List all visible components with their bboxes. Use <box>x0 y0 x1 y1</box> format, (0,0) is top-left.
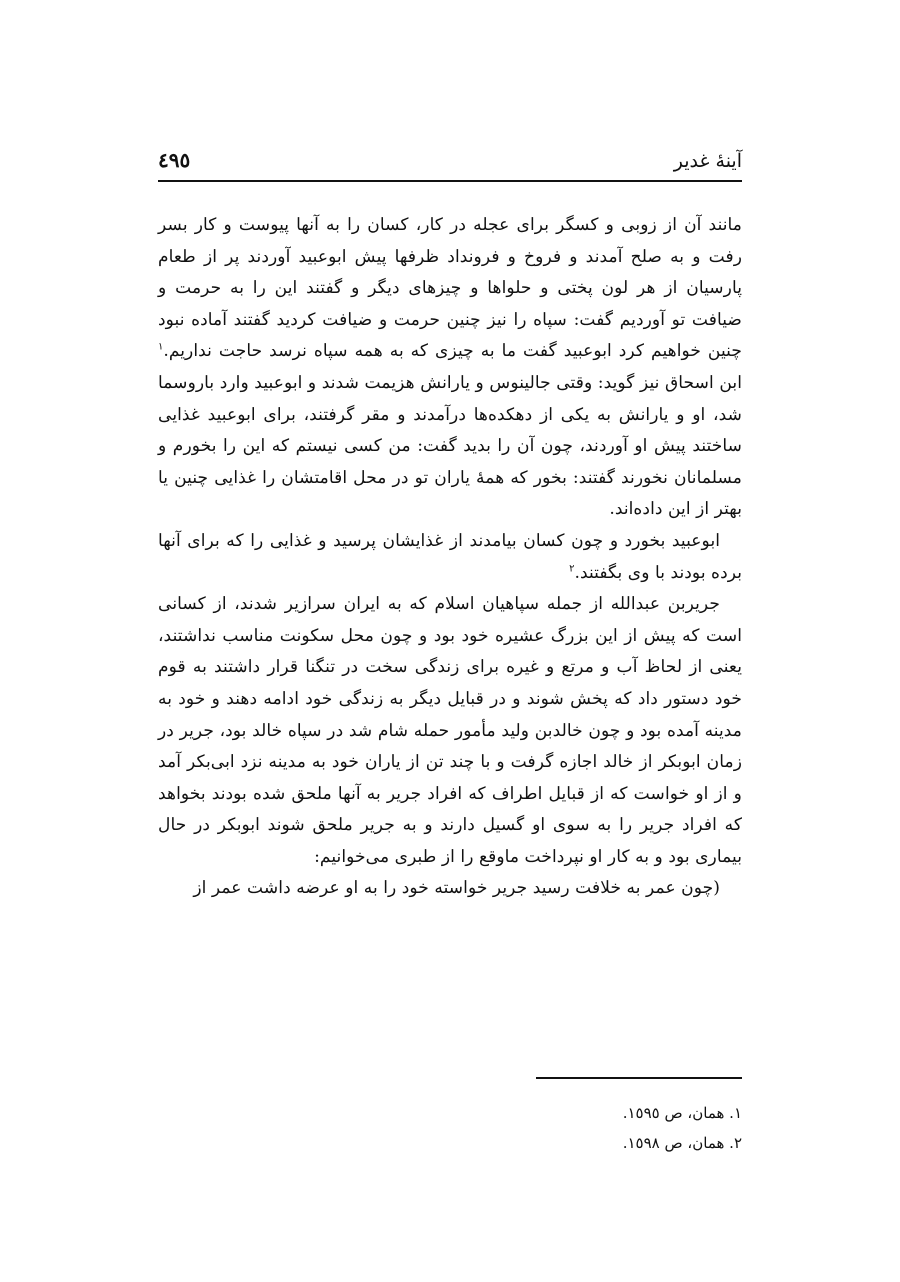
paragraph-4 <box>158 873 742 905</box>
paragraph-2 <box>158 526 742 589</box>
paragraph-text: (چون عمر به خلافت رسید جریر خواسته خود را به او عرضه داشت عمر از <box>193 878 720 899</box>
paragraph-1 <box>158 210 742 526</box>
footnote-ref-2: ٢ <box>569 562 575 574</box>
paragraph-text: جریربن عبدالله از جمله سپاهیان اسلام که به ایران سرازیر شدند، از کسانی است که پیش از این بزرگ عشیره خود بود و چون محل سکونت مناسب نداشتند، یعنی از لحاظ آب و مرتع و غیره برای زندگی سخت در تنگنا قرار داشتند به قوم خود دستور داد که پخش شوند و در قبایل دیگر به زندگی خود ادامه دهند و خود به مدینه آمده بود و چون خالدبن ولید مأمور حمله شام شد در سپاه خالد بود، جریر در زمان ابوبکر از خالد اجازه گرفت و با چند تن از یاران خود به مدینه نزد ابی‌بکر آمد و از او خواست که از قبایل اطراف که افراد جریر به آنها ملحق شده بودند بخواهد که افراد جریر را به سوی او گسیل دارند و به جریر ملحق شوند ابوبکر در حال بیماری بود و به کار او نپرداخت ماوقع را از طبری می‌خوانیم: <box>158 594 742 867</box>
footnote-ref-1: ١ <box>158 341 164 353</box>
footnotes <box>158 1098 742 1158</box>
paragraph-3 <box>158 589 742 873</box>
footnote-1: ١. همان، ص ١٥٩٥. <box>622 1104 742 1122</box>
paragraph-text: مانند آن از زوبی و کسگر برای عجله در کار، کسان را به آنها پیوست و کار بسر رفت و به صلح آمدند و فروخ و فرونداد ظرفها پیش ابوعبید آوردند پر از طعام پارسیان از هر لون پختی و حلواها و چیزهای دیگر و گفتند این را به حرمت و ضیافت تو آوردیم گفت: سپاه را نیز چنین حرمت و ضیافت کردید گفتند آماده نبود چنین خواهیم کرد ابوعبید گفت ما به چیزی که به همه سپاه نرسد حاجت نداریم. <box>158 215 742 362</box>
running-header <box>158 146 742 180</box>
footnote-2: ٢. همان، ص ١٥٩٨. <box>622 1134 742 1152</box>
paragraph-text-continued: ابن اسحاق نیز گوید: وقتی جالینوس و یارانش هزیمت شدند و ابوعبید وارد باروسما شد، او و یارانش به یکی از دهکده‌ها درآمدند و مقر گرفتند، برای ابوعبید غذایی ساختند پیش او آوردند، چون آن را بدید گفت: من کسی نیستم که این را بخورم و مسلمانان نخورند گفتند: بخور که همهٔ یاران تو در محل اقامتشان را غذایی چنین یا بهتر از این داده‌اند. <box>158 372 742 520</box>
paragraph-text: ابوعبید بخورد و چون کسان بیامدند از غذایشان پرسید و غذایی را که برای آنها برده بودند با وی بگفتند. <box>158 530 742 583</box>
footnote-rule <box>536 1077 742 1079</box>
header-rule <box>158 180 742 182</box>
body-text <box>158 210 742 905</box>
running-title: آینهٔ غدیر <box>673 150 742 172</box>
page-number: ٤٩٥ <box>158 148 191 172</box>
